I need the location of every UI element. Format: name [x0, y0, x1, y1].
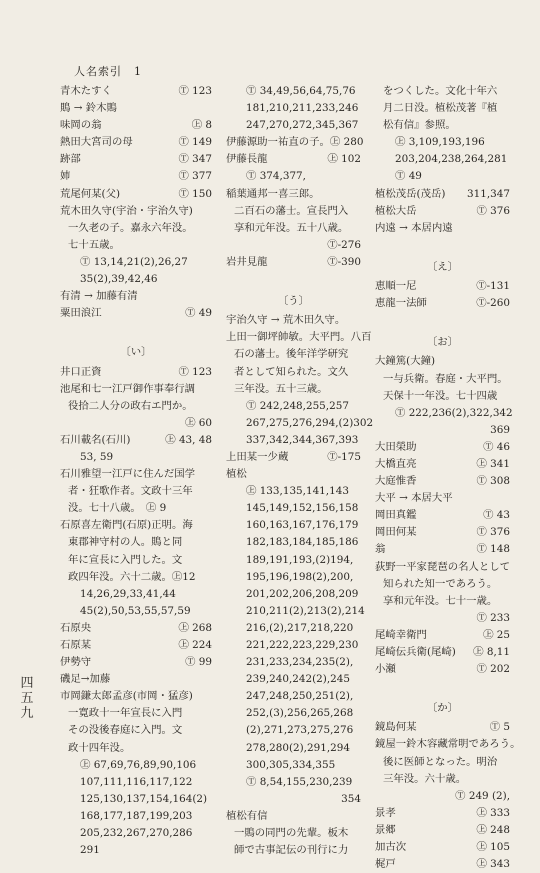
entry-name: 伊藤長龍: [226, 153, 268, 166]
page-references: 239,240,242(2),245: [246, 673, 350, 686]
index-entry: [375, 719, 510, 736]
index-entry: [226, 151, 361, 168]
entry-name: 粟田浪江: [60, 307, 102, 320]
entry-name: 岡田何某: [375, 526, 417, 539]
entry-name: 大橋直亮: [375, 457, 417, 470]
index-entry: [60, 83, 212, 100]
entry-pages: ㊤ 280: [329, 136, 364, 149]
entry-name: 翁: [375, 543, 386, 556]
entry-pages: Ⓣ 123: [178, 85, 212, 97]
entry-name: 景郷: [375, 823, 396, 836]
entry-description: 石の藩士。後年洋学研究: [234, 348, 349, 361]
spacer: [375, 312, 510, 329]
entry-pages: ㊤ 43, 48: [165, 433, 212, 446]
entry-description: 師で古事記伝の刊行に力: [234, 844, 349, 857]
page-number-char: 五: [20, 691, 34, 706]
index-entry: [60, 432, 212, 449]
entry-name: 石原央: [60, 621, 92, 634]
entry-name: 小瀬: [375, 663, 396, 676]
entry-description: 一寛政十一年宣長に入門: [68, 707, 183, 720]
entry-pages: ㊤ 268: [178, 621, 212, 634]
entry-name: 青木たすく: [60, 85, 112, 97]
page-references: 267,275,276,294,(2)302: [246, 416, 374, 429]
index-entry: [375, 856, 510, 873]
entry-name: 加古次: [375, 841, 407, 854]
entry-name: 石原某: [60, 639, 92, 651]
entry-name: 上田某一少蔵: [226, 450, 289, 463]
entry-pages: ㊤ 333: [476, 806, 510, 819]
entry-description: 政十四年没。: [68, 741, 131, 754]
section-heading: 〔お〕: [426, 336, 459, 349]
page-references: 201,202,206,208,209: [246, 587, 359, 600]
index-entry: [375, 627, 510, 644]
entry-description: 東郡神守村の人。鵙と同: [68, 536, 183, 549]
entry-description: 没。七十八歳。 ㊤ 9: [68, 502, 167, 515]
page-references: 252,(3),256,265,268: [246, 707, 354, 720]
section-heading: 〔う〕: [277, 295, 310, 308]
page-references: 300,305,334,355: [246, 758, 336, 771]
index-entry: [60, 305, 212, 322]
index-entry: 宇治久守 → 荒木田久守。: [226, 314, 346, 327]
page-references: Ⓣ 222,236(2),322,342: [395, 406, 513, 419]
page-references: Ⓣ 13,14,21(2),26,27: [80, 255, 188, 268]
entry-name: 熱田大宮司の母: [60, 136, 133, 149]
page-references: Ⓣ 49: [395, 170, 422, 183]
page-references: Ⓣ 8,54,155,230,239: [246, 775, 353, 788]
index-entry: [375, 541, 510, 558]
index-entry: [60, 117, 212, 134]
index-entry: [60, 186, 212, 203]
entry-name: 尾崎伝兵衛(尾崎): [375, 646, 456, 658]
entry-pages: Ⓣ-390: [327, 255, 361, 268]
entry-description: 一久老の子。嘉永六年没。: [68, 221, 193, 234]
entry-description: をつくした。文化十年六: [383, 85, 498, 97]
entry-pages: Ⓣ-260: [476, 297, 510, 310]
index-entry: [375, 186, 510, 203]
index-entry: [375, 203, 510, 220]
index-entry: [60, 134, 212, 151]
page-references: 291: [80, 844, 100, 857]
entry-description: 者として知られた。文久: [234, 365, 349, 378]
entry-pages: Ⓣ 377: [178, 170, 212, 183]
entry-description: 天保十一年没。七十四歳: [383, 389, 498, 402]
index-column-1: [60, 83, 212, 859]
entry-name: 大田榮助: [375, 440, 417, 453]
index-column-3: [375, 83, 521, 873]
entry-description: 三年没。六十歳。: [383, 772, 467, 785]
page-ref-text: Ⓣ 249 (2),: [455, 789, 510, 802]
index-entry: [375, 456, 510, 473]
page-references: 145,149,152,156,158: [246, 502, 359, 515]
index-entry: 鵙 → 鈴木鵙: [60, 102, 117, 115]
page-references: 14,26,29,33,41,44: [80, 587, 176, 600]
index-column-2: [226, 83, 374, 859]
page-number-char: 九: [20, 706, 34, 721]
index-entry: [375, 295, 510, 312]
entry-pages: ㊤ 343: [476, 858, 510, 871]
index-entry: [375, 473, 510, 490]
page-number-char: 四: [20, 676, 34, 691]
page-references: 181,210,211,233,246: [246, 102, 359, 115]
page-references: ㊤ 67,69,76,89,90,106: [80, 758, 197, 771]
entry-name: 大庭惟香: [375, 475, 417, 488]
entry-name: 岩井見龍: [226, 255, 268, 268]
entry-name: 梶戸: [375, 858, 396, 871]
entry-pages: Ⓣ 308: [476, 475, 510, 488]
index-entry: 植松有信: [226, 809, 268, 822]
index-entry: 稲葉通邦一喜三郎。: [226, 187, 320, 200]
page-references: 247,270,272,345,367: [246, 119, 359, 132]
page-references: 337,342,344,367,393: [246, 433, 359, 446]
entry-name: 伊藤源助一祐直の子。: [226, 136, 330, 149]
page-references: [375, 610, 510, 627]
entry-name: 恵順一尼: [375, 280, 417, 293]
entry-name: 跡部: [60, 153, 81, 166]
page-references: 195,196,198(2),200,: [246, 570, 354, 583]
index-entry: [60, 620, 212, 637]
entry-pages: Ⓣ 150: [178, 187, 212, 200]
page-references: 231,233,234,235(2),: [246, 656, 354, 669]
page-references: ㊤ 3,109,193,196: [395, 136, 485, 149]
index-entry: 池尾和七一江戸御作事奉行調: [60, 382, 196, 395]
index-entry: [375, 507, 510, 524]
entry-name: 石川載名(石川): [60, 433, 131, 446]
entry-pages: ㊤ 102: [327, 153, 361, 166]
index-entry: [375, 822, 510, 839]
page-references: [375, 422, 510, 439]
index-entry: 鏡屋一鈴木容藏常明であろう。: [375, 738, 521, 751]
entry-description: 三年没。五十三歳。: [234, 382, 328, 395]
index-entry: [60, 168, 212, 185]
entry-pages: Ⓣ 43: [483, 509, 510, 522]
page-references: 168,177,187,199,203: [80, 809, 193, 822]
entry-pages: Ⓣ 46: [483, 440, 510, 453]
section-heading: 〔え〕: [426, 260, 459, 273]
entry-name: 恵龍一法師: [375, 297, 427, 310]
index-entry: 磯足→加藤: [60, 673, 111, 686]
entry-pages: Ⓣ 148: [476, 543, 510, 556]
page-references: 278,280(2),291,294: [246, 741, 350, 754]
entry-name: 岡田真鑑: [375, 509, 417, 522]
section-heading: 〔か〕: [426, 702, 459, 715]
page-references: 182,183,184,185,186: [246, 536, 359, 549]
entry-description: 月二日没。植松茂著『植: [383, 102, 498, 115]
entry-description: その没後春庭に入門。文: [68, 724, 183, 737]
index-entry: [226, 449, 361, 466]
index-entry: [375, 278, 510, 295]
entry-name: 植松大岳: [375, 204, 417, 217]
page-references: Ⓣ 374,377,: [246, 170, 306, 183]
page-references: Ⓣ 242,248,255,257: [246, 399, 349, 412]
page-ref-text: 369: [490, 423, 510, 436]
entry-pages: Ⓣ 376: [476, 204, 510, 217]
entry-pages: Ⓣ 376: [476, 526, 510, 539]
entry-description: 享和元年没。五十八歳。: [234, 221, 349, 234]
page-references: [375, 788, 510, 805]
index-entry: [60, 364, 212, 381]
index-entry: 市岡鎌太郎孟彦(市岡・猛彦): [60, 690, 193, 703]
page-references: 210,211(2),213(2),214: [246, 604, 365, 617]
page-references: [226, 791, 361, 808]
entry-pages: Ⓣ 202: [476, 663, 510, 676]
page-references: 160,163,167,176,179: [246, 519, 359, 532]
entry-description: 一鵙の同門の先輩。板木: [234, 827, 349, 840]
index-entry: 有清 → 加藤有清: [60, 290, 138, 303]
page-references: [60, 415, 212, 432]
spacer: [226, 271, 361, 288]
entry-pages: Ⓣ 49: [185, 307, 212, 320]
entry-description: 年に宣長に入門した。文: [68, 553, 183, 566]
entry-description: 松有信』参照。: [383, 119, 456, 132]
page-references: 247,248,250,251(2),: [246, 690, 354, 703]
page-references: 189,191,193,(2)194,: [246, 553, 354, 566]
entry-pages: ㊤ 248: [476, 823, 510, 836]
entry-description: 七十五歳。: [68, 238, 120, 251]
page-references: 205,232,267,270,286: [80, 827, 193, 840]
entry-pages: ㊤ 8,11: [473, 646, 510, 658]
index-entry: [375, 661, 510, 678]
index-entry: [375, 439, 510, 456]
page-references: 53, 59: [80, 450, 114, 463]
entry-name: 姉: [60, 170, 71, 183]
page-references: 125,130,137,154,164(2): [80, 792, 208, 805]
entry-description: 知られた知一であろう。: [383, 577, 498, 590]
entry-description: 者・狂歌作者。文政十三年: [68, 485, 193, 498]
entry-name: 伊勢守: [60, 656, 92, 669]
page-references: (2),271,273,275,276: [246, 724, 354, 737]
entry-description: 享和元年没。七十一歳。: [383, 594, 498, 607]
page-ref-text: Ⓣ 233: [476, 611, 510, 624]
page-ref-text: 354: [341, 792, 361, 805]
page-references: 107,111,116,117,122: [80, 775, 193, 788]
spacer: [375, 237, 510, 254]
running-header: 人名索引 1: [74, 65, 142, 78]
entry-pages: ㊤ 224: [178, 639, 212, 651]
entry-description: 政四年没。六十二歳。㊤12: [68, 570, 196, 583]
entry-pages: ㊤ 105: [476, 841, 510, 854]
index-entry: 石川雅望一江戸に住んだ国学: [60, 468, 196, 481]
page-references: [226, 237, 361, 254]
index-entry: [375, 644, 510, 661]
index-entry: 植松: [226, 468, 247, 481]
index-entry: 大鐘篤(大鐘): [375, 355, 436, 368]
page-ref-text: ㊤ 60: [185, 416, 212, 429]
page-references: 216,(2),217,218,220: [246, 621, 354, 634]
index-entry: 大平 → 本居大平: [375, 492, 453, 505]
index-entry: [226, 254, 361, 271]
spacer: [375, 678, 510, 695]
index-entry: 上田一御坪帥敏。大平門。八百: [226, 331, 372, 344]
entry-description: 二百石の藩士。宣長門入: [234, 204, 349, 217]
index-entry: [375, 805, 510, 822]
entry-description: 役拾二人分の政右エ門か。: [68, 399, 193, 412]
entry-name: 井口正資: [60, 365, 102, 378]
page-references: 35(2),39,42,46: [80, 273, 158, 286]
entry-pages: Ⓣ-131: [476, 280, 510, 293]
page-references: Ⓣ 34,49,56,64,75,76: [246, 85, 356, 97]
index-entry: 荒木田久守(宇治・宇治久守): [60, 204, 193, 217]
page-references: 203,204,238,264,281: [395, 153, 508, 166]
entry-pages: Ⓣ 149: [178, 136, 212, 149]
index-entry: [375, 839, 510, 856]
entry-name: 荒尾何某(父): [60, 187, 121, 200]
entry-pages: Ⓣ 99: [185, 656, 212, 669]
index-entry: [60, 637, 212, 654]
spacer: [60, 322, 212, 339]
page-number: [18, 676, 36, 721]
index-entry: [60, 151, 212, 168]
index-entry: 内遠 → 本居内遠: [375, 221, 453, 234]
entry-pages: 311,347: [467, 187, 510, 200]
index-entry: [60, 654, 212, 671]
index-entry: [375, 524, 510, 541]
section-heading: 〔い〕: [120, 346, 152, 359]
entry-pages: Ⓣ-175: [327, 450, 361, 463]
entry-name: 尾崎幸衛門: [375, 628, 427, 641]
page-ref-text: Ⓣ-276: [327, 238, 361, 251]
entry-pages: Ⓣ 5: [489, 721, 510, 734]
entry-pages: Ⓣ 123: [178, 365, 212, 378]
index-entry: [226, 134, 364, 151]
entry-description: 一与兵衛。春庭・大平門。: [383, 372, 508, 385]
entry-name: 味岡の翁: [60, 119, 102, 132]
entry-description: 後に医師となった。明治: [383, 755, 498, 768]
entry-name: 景孝: [375, 806, 396, 819]
index-entry: 石原喜左衛門(石原)正明。海: [60, 519, 193, 532]
entry-pages: Ⓣ 347: [178, 153, 212, 166]
entry-name: 植松茂岳(茂岳): [375, 187, 446, 200]
entry-pages: ㊤ 25: [483, 628, 510, 641]
index-entry: 荻野一平家琵琶の名人として: [375, 560, 511, 573]
entry-name: 鏡島何某: [375, 721, 417, 734]
page-references: 45(2),50,53,55,57,59: [80, 604, 191, 617]
page-references: 221,222,223,229,230: [246, 639, 359, 651]
entry-pages: ㊤ 8: [191, 119, 212, 132]
page-references: ㊤ 133,135,141,143: [246, 485, 349, 498]
entry-pages: ㊤ 341: [476, 457, 510, 470]
